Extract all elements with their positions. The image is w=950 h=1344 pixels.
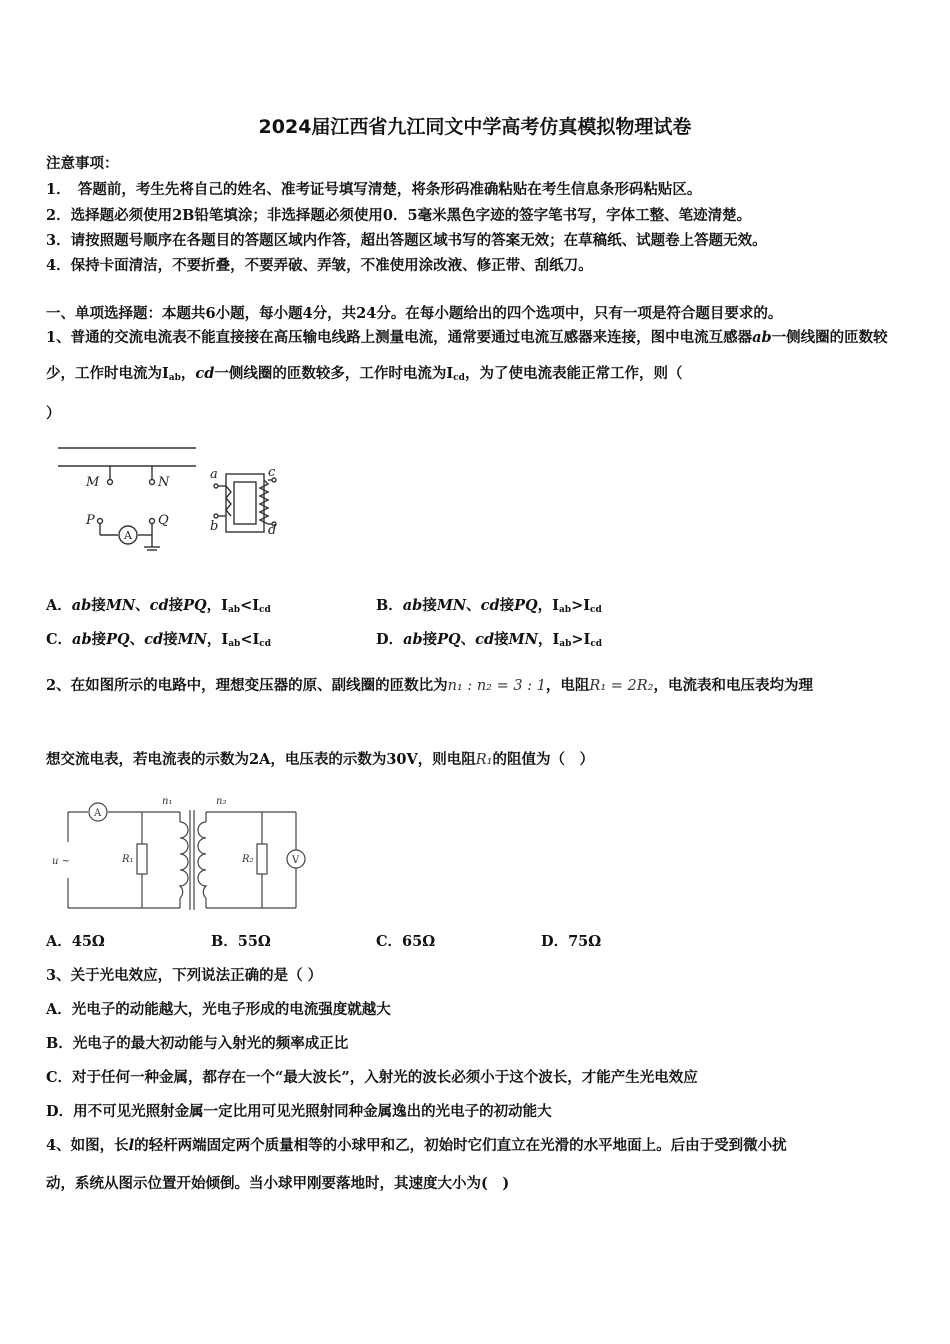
q3-option-d[interactable]: D．用不可见光照射金属一定比用可见光照射同种金属逸出的光电子的初动能大 — [46, 1103, 552, 1120]
label-N: N — [158, 475, 170, 490]
question-1-stem: 1、普通的交流电流表不能直接接在高压输电线路上测量电流，通常要通过电流互感器来连接，图中电流互感器ab一侧线圈的匝数较少，工作时电流为$I_{ab}$，cd一侧线圈的匝数较多，工作时电流为$I_{cd}$，为了使电流表能正常工作，则（ ） — [46, 329, 888, 422]
label-d: d — [268, 523, 277, 538]
q1-transformer-figure — [54, 444, 294, 554]
label-n2: n₂ — [216, 796, 227, 807]
q1-option-b[interactable]: B．ab接MN、cd接PQ，$I_{ab}>I_{cd}$ — [376, 597, 602, 615]
question-2-stem-line2: 想交流电表，若电流表的示数为2A，电压表的示数为30V，则电阻R₁的阻值为（ ） — [46, 751, 594, 768]
exam-title: 2024届江西省九江同文中学高考仿真模拟物理试卷 — [258, 116, 692, 138]
label-c: c — [268, 465, 276, 480]
label-P: P — [86, 513, 95, 528]
section-heading: 一、单项选择题：本题共6小题，每小题4分，共24分。在每小题给出的四个选项中，只有一项是符合题目要求的。 — [46, 305, 783, 322]
notice-item: 3．请按照题号顺序在各题目的答题区域内作答，超出答题区域书写的答案无效；在草稿纸、试题卷上答题无效。 — [46, 232, 767, 249]
notice-item: 4．保持卡面清洁，不要折叠，不要弄破、弄皱，不准使用涂改液、修正带、刮纸刀。 — [46, 257, 593, 274]
q1-option-c[interactable]: C．ab接PQ、cd接MN，$I_{ab}<I_{cd}$ — [46, 631, 272, 649]
label-R2: R₂ — [242, 854, 254, 865]
q3-option-c[interactable]: C．对于任何一种金属，都存在一个“最大波长”，入射光的波长必须小于这个波长，才能产生光电效应 — [46, 1069, 698, 1086]
notice-item: 2．选择题必须使用2B铅笔填涂；非选择题必须使用0．5毫米黑色字迹的签字笔书写，字体工整、笔迹清楚。 — [46, 207, 752, 224]
label-R1: R₁ — [122, 854, 134, 865]
q2-option-b[interactable]: B．55Ω — [211, 933, 271, 950]
label-a: a — [210, 467, 218, 482]
q3-option-b[interactable]: B．光电子的最大初动能与入射光的频率成正比 — [46, 1035, 349, 1052]
q2-ammeter-label: A — [94, 808, 102, 819]
label-source: u ~ — [52, 856, 70, 867]
q3-option-a[interactable]: A．光电子的动能越大，光电子形成的电流强度就越大 — [46, 1001, 391, 1018]
label-M: M — [86, 475, 100, 490]
q2-option-a[interactable]: A．45Ω — [46, 933, 105, 950]
notice-heading: 注意事项： — [46, 155, 119, 172]
q1-option-a[interactable]: A．ab接MN、cd接PQ，$I_{ab}<I_{cd}$ — [46, 597, 271, 615]
q2-voltmeter-label: V — [292, 855, 300, 866]
q2-option-d[interactable]: D．75Ω — [541, 933, 602, 950]
q2-circuit-figure — [50, 792, 310, 916]
q2-option-c[interactable]: C．65Ω — [376, 933, 436, 950]
notice-item: 1． 答题前，考生先将自己的姓名、准考证号填写清楚，将条形码准确粘贴在考生信息条形码粘贴区。 — [46, 181, 702, 198]
ammeter-label: A — [124, 529, 132, 542]
question-4-stem-line1: 4、如图，长l的轻杆两端固定两个质量相等的小球甲和乙，初始时它们直立在光滑的水平地面上。后由于受到微小扰 — [46, 1137, 787, 1154]
label-Q: Q — [158, 513, 169, 528]
question-4-stem-line2: 动，系统从图示位置开始倾倒。当小球甲刚要落地时，其速度大小为( ) — [46, 1175, 510, 1192]
label-b: b — [210, 519, 219, 534]
label-n1: n₁ — [162, 796, 173, 807]
question-2-stem-line1: 2、在如图所示的电路中，理想变压器的原、副线圈的匝数比为n₁ : n₂ = 3 : 1，电阻R₁ = 2R₂，电流表和电压表均为理 — [46, 677, 813, 694]
q1-option-d[interactable]: D．ab接PQ、cd接MN，$I_{ab}>I_{cd}$ — [376, 631, 603, 649]
question-3-stem: 3、关于光电效应，下列说法正确的是（ ） — [46, 967, 323, 984]
